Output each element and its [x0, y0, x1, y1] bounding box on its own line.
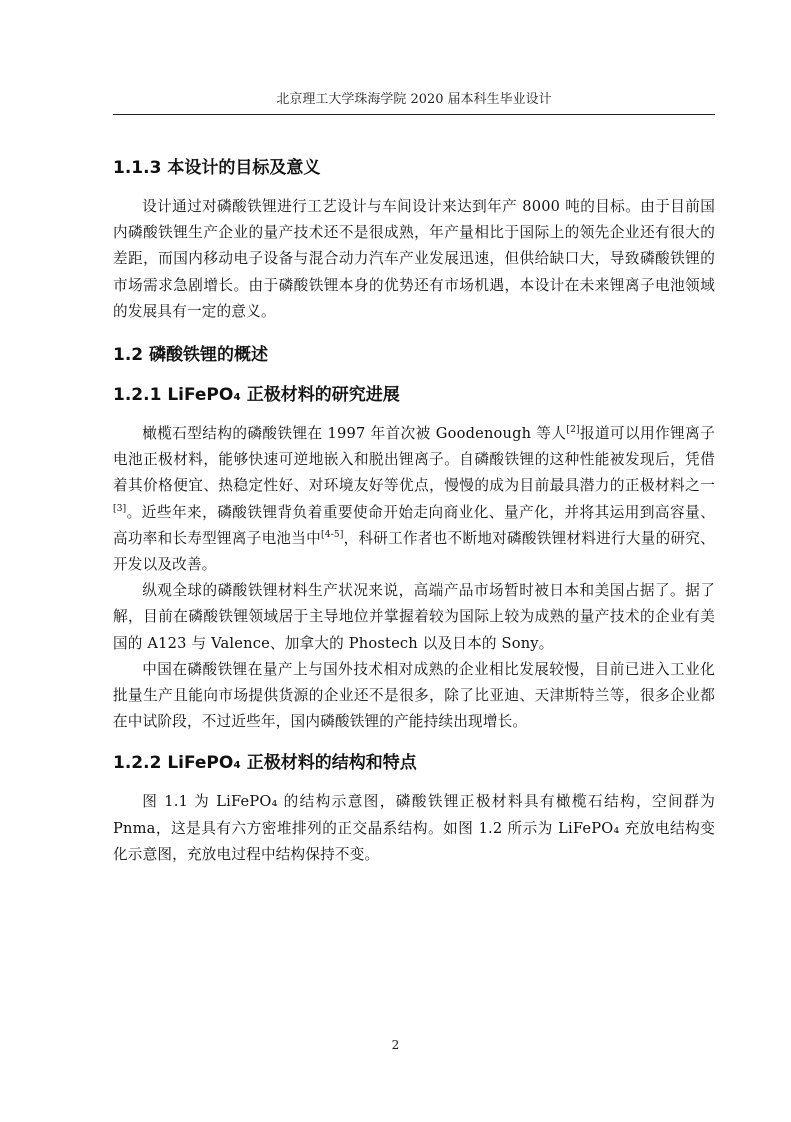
paragraph-global-market: 纵观全球的磷酸铁锂材料生产状况来说，高端产品市场暂时被日本和美国占据了。据了解，目前在磷酸铁锂领域居于主导地位并掌握着较为国际上较为成熟的量产技术的企业有美国的 A123 与 Valence、加拿大的 Phostech 以及日本的 Sony。 [113, 582, 715, 652]
page-body [113, 150, 715, 868]
citation-ref: [3] [113, 503, 127, 514]
page-number: 2 [391, 1038, 400, 1052]
section-heading-1-1-3: 1.1.3 本设计的目标及意义 [113, 158, 321, 178]
paragraph-design-goal: 设计通过对磷酸铁锂进行工艺设计与车间设计来达到年产 8000 吨的目标。由于目前国内磷酸铁锂生产企业的量产技术还不是很成熟，年产量相比于国际上的领先企业还有很大的差距，而国内移动电子设备与混合动力汽车产业发展迅速，但供给缺口大，导致磷酸铁锂的市场需求急剧增长。由于磷酸铁锂本身的优势还有市场机遇，本设计在未来锂离子电池领域的发展具有一定的意义。 [113, 198, 715, 320]
paragraph-structure: 图 1.1 为 LiFePO₄ 的结构示意图，磷酸铁锂正极材料具有橄榄石结构，空间群为 Pnma，这是具有六方密堆排列的正交晶系结构。如图 1.2 所示为 LiFePO₄ 充放电结构变化示意图，充放电过程中结构保持不变。 [113, 793, 715, 863]
citation-ref: [2] [566, 425, 580, 436]
text-run: ，科研工作者也不断地对磷酸铁锂材料进行大量的研究、开发以及改善。 [113, 529, 715, 574]
section-heading-1-2: 1.2 磷酸铁锂的概述 [113, 345, 269, 366]
section-heading-1-2-1: 1.2.1 LiFePO₄ 正极材料的研究进展 [113, 385, 400, 406]
section-heading-1-2-2: 1.2.2 LiFePO₄ 正极材料的结构和特点 [113, 753, 417, 774]
text-run: 报道可以用作锂离子电池正极材料，能够快速可逆地嵌入和脱出锂离子。自磷酸铁锂的这种性能被发现后，凭借着其价格便宜、热稳定性好、对环境友好等优点，慢慢的成为目前最具潜力的正极材料之一 [113, 425, 715, 495]
paragraph-research-progress [113, 421, 715, 578]
citation-ref: [4-5] [321, 529, 344, 540]
running-header: 北京理工大学珠海学院 2020 届本科生毕业设计 [113, 90, 715, 115]
text-run: 橄榄石型结构的磷酸铁锂在 1997 年首次被 Goodenough 等人 [142, 425, 567, 443]
text-run: 。近些年来，磷酸铁锂背负着重要使命开始走向商业化、量产化，并将其运用到高容量、高功率和长寿型锂离子电池当中 [113, 503, 715, 547]
paragraph-china-industry: 中国在磷酸铁锂在量产上与国外技术相对成熟的企业相比发展较慢，目前已进入工业化批量生产且能向市场提供货源的企业还不是很多，除了比亚迪、天津斯特兰等，很多企业都在中试阶段，不过近些年，国内磷酸铁锂的产能持续出现增长。 [113, 660, 715, 731]
